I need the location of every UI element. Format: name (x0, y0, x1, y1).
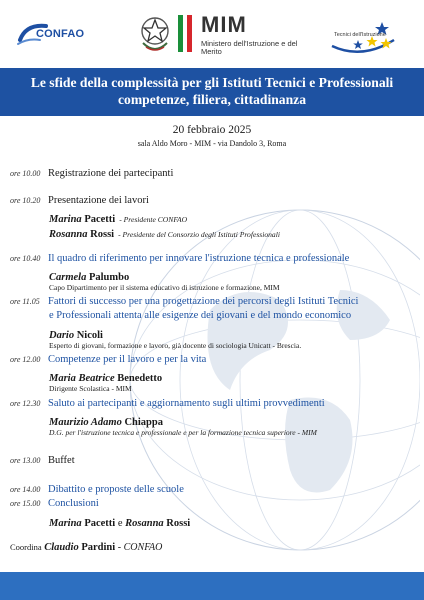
speaker: Rosanna Rossi - Presidente del Consorzio degli Istituti Professionali (49, 229, 280, 240)
program-item (10, 354, 206, 365)
banner-line2: competenze, filiera, cittadinanza (118, 92, 306, 107)
program-time: ore 10.40 (10, 254, 41, 263)
speaker-first-name: Rosanna (125, 518, 164, 529)
speaker-first-name: Maurizio Adamo (49, 417, 122, 428)
program-title: Saluto ai partecipanti e aggiornamento sugli ultimi provvedimenti (48, 398, 325, 409)
coordina-label: Coordina (10, 542, 42, 552)
coordinator-org: - CONFAO (117, 542, 163, 553)
coordinator-first-name: Claudio (44, 542, 79, 553)
speaker-last-name: Rossi (166, 518, 191, 529)
speaker-first-name: Maria Beatrice (49, 373, 115, 384)
conjunction: e (117, 518, 123, 529)
badge-text: Tecnici dell'Istruzione (334, 32, 386, 38)
program-title-continued: e Professionali attenta alle esigenze dei giovani e del mondo economico (49, 310, 352, 321)
program-item (10, 398, 325, 409)
program-time: ore 11.05 (10, 297, 40, 306)
program-time: ore 10.00 (10, 169, 41, 178)
program-time: ore 12.30 (10, 399, 41, 408)
header (0, 0, 424, 66)
coordina-line (10, 542, 162, 553)
italian-republic-emblem (138, 13, 172, 53)
speaker-role: Presidente del Consorzio degli Istituti Professionali (122, 230, 280, 239)
program-title: Conclusioni (48, 498, 99, 509)
program-time: ore 13.00 (10, 456, 41, 465)
footer-bar (0, 572, 424, 600)
program-title: Registrazione dei partecipanti (48, 168, 174, 179)
speaker-first-name: Rosanna (49, 229, 88, 240)
speaker-last-name: Nicoli (76, 330, 103, 341)
speaker-last-name: Palumbo (88, 272, 130, 283)
coordinator-last-name: Pardini (81, 542, 116, 553)
event-venue: sala Aldo Moro - MIM - via Dandolo 3, Roma (137, 139, 287, 148)
program-title: Presentazione dei lavori (48, 195, 149, 206)
speaker-first-name: Carmela (49, 272, 87, 283)
program-time: ore 12.00 (10, 355, 41, 364)
title-banner (0, 68, 424, 116)
speaker-last-name: Chiappa (124, 417, 163, 428)
program-item (10, 498, 99, 509)
speaker-description: D.G. per l'istruzione tecnica e professionale e per la formazione tecnica superiore - MIM (49, 428, 317, 437)
program-item (10, 455, 75, 466)
speaker-last-name: Pacetti (84, 214, 116, 225)
speaker (49, 513, 190, 531)
program-item (10, 484, 184, 495)
speaker-description: Esperto di giovani, formazione e lavoro, già docente di sociologia Unicatt - Brescia. (49, 341, 302, 350)
ministry-short: MIM (201, 12, 247, 37)
program-item (10, 168, 173, 179)
stars-badge-logo (328, 12, 398, 56)
speaker-first-name: Dario (49, 330, 75, 341)
program-title: Dibattito e proposte delle scuole (48, 484, 184, 495)
program-item (10, 195, 149, 206)
ministry-full: Ministero dell'Istruzione e del Merito (201, 39, 298, 56)
italian-flag-icon (178, 15, 192, 52)
program-time: ore 15.00 (10, 499, 41, 508)
speaker-description: Dirigente Scolastica - MIM (49, 384, 132, 393)
speaker-last-name: Benedetto (117, 373, 163, 384)
program-time: ore 14.00 (10, 485, 41, 494)
program-title: Il quadro di riferimento per innovare l'istruzione tecnica e professionale (48, 253, 350, 264)
speaker-description: Capo Dipartimento per il sistema educativo di istruzione e formazione, MIM (49, 283, 280, 292)
program-title: Buffet (48, 455, 75, 466)
speaker-last-name: Rossi (90, 229, 115, 240)
banner-line1: Le sfide della complessità per gli Istituti Tecnici e Professionali (30, 75, 394, 90)
confao-logo: CONFAO (36, 28, 85, 40)
speaker: Marina Pacetti - Presidente CONFAO (49, 214, 188, 225)
program-time: ore 10.20 (10, 196, 41, 205)
speaker-first-name: Marina (49, 214, 82, 225)
program-title: Competenze per il lavoro e per la vita (48, 354, 207, 365)
program-title: Fattori di successo per una progettazione dei percorsi degli Istituti Tecnici (48, 296, 359, 307)
speaker-role: Presidente CONFAO (123, 215, 188, 224)
speaker-last-name: Pacetti (84, 518, 116, 529)
program-item (10, 296, 358, 307)
event-date: 20 febbraio 2025 (172, 124, 252, 136)
speaker-first-name: Marina (49, 518, 82, 529)
program-item (10, 253, 349, 264)
